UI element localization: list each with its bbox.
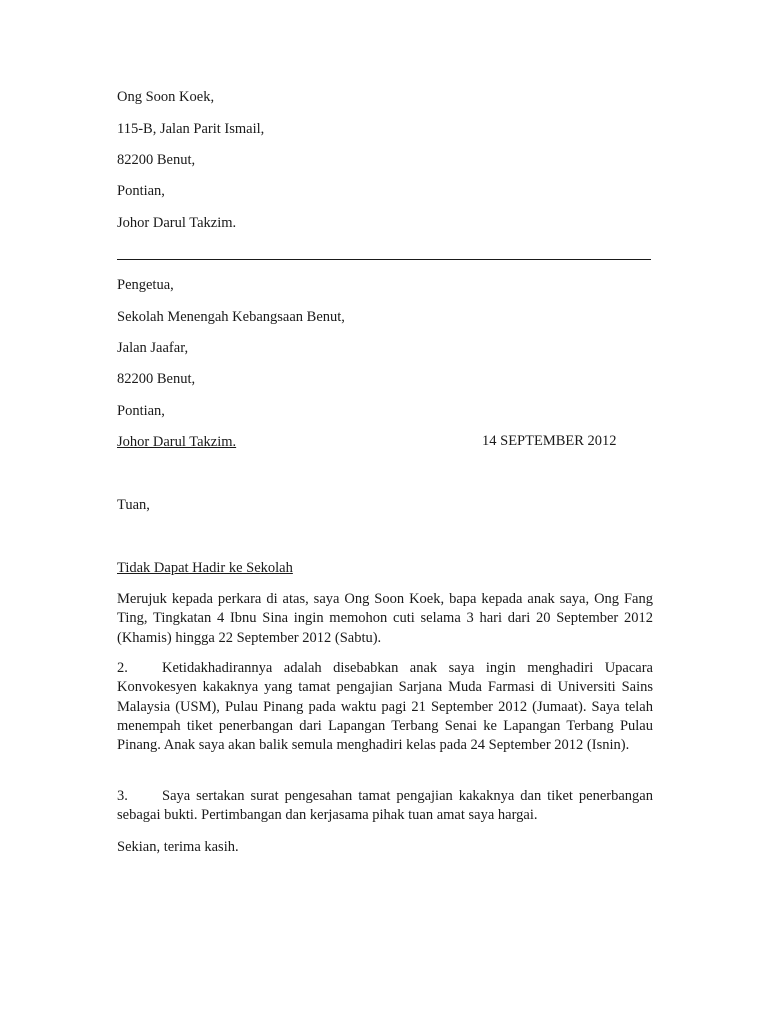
salutation: Tuan, <box>117 497 150 513</box>
paragraph-2 <box>117 659 653 755</box>
letter-subject: Tidak Dapat Hadir ke Sekolah <box>117 560 293 576</box>
recipient-district: Pontian, <box>117 403 165 419</box>
recipient-postcode: 82200 Benut, <box>117 371 196 387</box>
paragraph-2-number: 2. <box>117 660 128 676</box>
paragraph-2-text: Ketidakhadirannya adalah disebabkan anak saya ingin menghadiri Upacara Konvokesyen kakaknya yang tamat pengajian Sarjana Muda Farmasi di Universiti Sains Malaysia (USM), Pulau Pinang pada waktu pagi 21 September 2012 (Jumaat). Saya telah menempah tiket penerbangan dari Lapangan Terbang Senai ke Lapangan Terbang Pulau Pinang. Anak saya akan balik semula menghadiri kelas pada 24 September 2012 (Isnin). <box>117 660 653 754</box>
recipient-school: Sekolah Menengah Kebangsaan Benut, <box>117 309 345 325</box>
letter-date: 14 SEPTEMBER 2012 <box>482 433 617 449</box>
sender-address-line-3: Pontian, <box>117 183 165 199</box>
closing: Sekian, terima kasih. <box>117 839 239 855</box>
recipient-state: Johor Darul Takzim. <box>117 434 237 450</box>
recipient-title: Pengetua, <box>117 277 174 293</box>
sender-address-line-2: 82200 Benut, <box>117 152 196 168</box>
paragraph-3 <box>117 787 653 826</box>
paragraph-1: Merujuk kepada perkara di atas, saya Ong Soon Koek, bapa kepada anak saya, Ong Fang Ting, Tingkatan 4 Ibnu Sina ingin memohon cuti selama 3 hari dari 20 September 2012 (Khamis) hingga 22 September 2012 (Sabtu). <box>117 591 653 646</box>
sender-name: Ong Soon Koek, <box>117 89 215 105</box>
recipient-street: Jalan Jaafar, <box>117 340 189 356</box>
paragraph-3-text: Saya sertakan surat pengesahan tamat pengajian kakaknya dan tiket penerbangan sebagai bukti. Pertimbangan dan kerjasama pihak tuan amat saya hargai. <box>117 788 653 824</box>
sender-address-line-4: Johor Darul Takzim. <box>117 215 237 231</box>
paragraph-3-number: 3. <box>117 788 128 804</box>
header-divider <box>117 259 651 260</box>
sender-address-line-1: 115-B, Jalan Parit Ismail, <box>117 121 265 137</box>
